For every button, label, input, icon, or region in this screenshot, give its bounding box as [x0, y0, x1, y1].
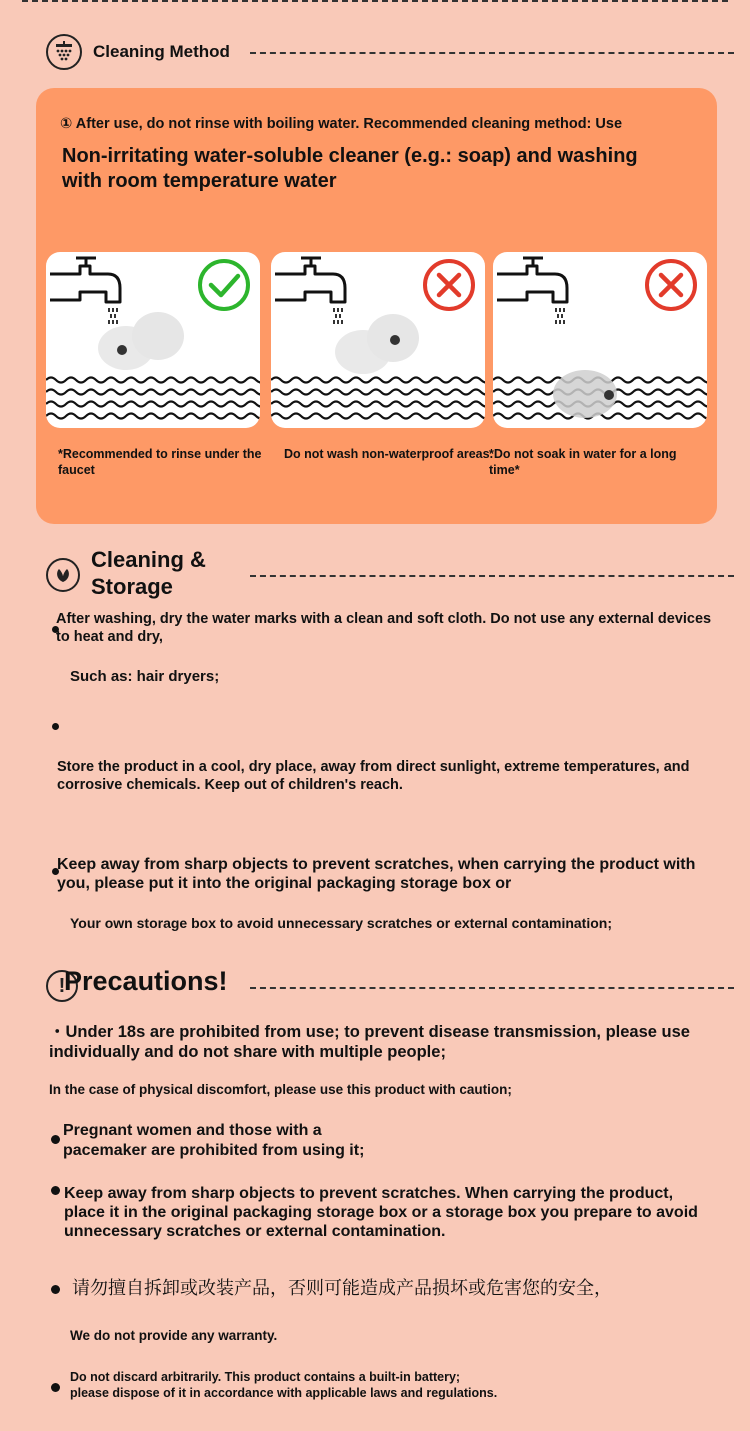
caption-soak: *Do not soak in water for a long time* — [489, 447, 677, 477]
precautions-title: Precautions! — [64, 966, 228, 996]
bullet — [52, 723, 59, 730]
caption-rinse: *Recommended to rinse under the faucet — [58, 447, 262, 477]
precautions-p2: In the case of physical discomfort, please use this product with caution; — [49, 1082, 512, 1097]
caption-non-waterproof: Do not wash non-waterproof areas. — [284, 447, 494, 461]
water-drops-icon — [108, 308, 118, 324]
cleaning-method-divider — [250, 52, 734, 54]
bullet — [51, 1186, 60, 1195]
storage-p1: After washing, dry the water marks with a clean and soft cloth. Do not use any external devices to heat and dry, — [56, 611, 712, 645]
leaf-badge-icon — [46, 558, 80, 592]
water-drops-icon — [555, 308, 565, 324]
panel-non-waterproof — [271, 252, 485, 428]
cleaning-highlight: Non-irritating water-soluble cleaner (e.g.: soap) and washing with room temperature water — [62, 145, 638, 192]
device-icon — [335, 314, 419, 374]
storage-title — [91, 546, 206, 600]
faucet-icon — [50, 258, 120, 302]
water-waves — [271, 378, 485, 419]
cleaning-method-title: Cleaning Method — [93, 42, 230, 61]
precautions-p4: Keep away from sharp objects to prevent scratches. When carrying the product, place it in the original packaging storage box or a storage box you prepare to avoid unnecessary scratches or external contamination. — [64, 1185, 698, 1240]
storage-p3-sub: Your own storage box to avoid unnecessary scratches or external contamination; — [70, 915, 612, 931]
storage-p3: Keep away from sharp objects to prevent scratches, when carrying the product with you, please put it into the original packaging storage box or — [57, 856, 696, 892]
cross-icon — [425, 261, 473, 309]
storage-divider — [250, 575, 734, 577]
submerged-device-icon — [553, 370, 617, 418]
faucet-icon — [275, 258, 345, 302]
cleaning-method-header — [46, 34, 230, 70]
bullet — [51, 1135, 60, 1144]
faucet-icon — [497, 258, 567, 302]
storage-title-line2: Storage — [91, 574, 173, 599]
precautions-divider — [250, 987, 734, 989]
storage-p2: Store the product in a cool, dry place, away from direct sunlight, extreme temperatures, and corrosive chemicals. Keep out of children's reach. — [57, 759, 690, 793]
precautions-p3: Pregnant women and those with a pacemaker are prohibited from using it; — [63, 1122, 365, 1159]
cross-icon — [647, 261, 695, 309]
top-divider — [22, 0, 728, 2]
device-icon — [98, 312, 184, 370]
water-waves — [46, 378, 260, 419]
water-drops-icon — [333, 308, 343, 324]
faucet-badge-icon — [46, 34, 82, 70]
storage-title-line1: Cleaning & — [91, 547, 206, 572]
precautions-p5: 请勿擅自拆卸或改装产品，否则可能造成产品损坏或危害您的安全， — [72, 1278, 612, 1298]
precautions-p7-line1: Do not discard arbitrarily. This product contains a built-in battery; — [70, 1370, 461, 1384]
panel-do-not-soak — [493, 252, 707, 428]
cleaning-intro: ① After use, do not rinse with boiling water. Recommended cleaning method: Use — [60, 116, 623, 132]
precautions-p6: We do not provide any warranty. — [70, 1328, 278, 1343]
warning-icon: ! — [46, 970, 78, 1002]
storage-p1-sub: Such as: hair dryers; — [70, 668, 220, 685]
precautions-p7-line2: please dispose of it in accordance with applicable laws and regulations. — [70, 1386, 498, 1400]
panel-rinse-faucet — [46, 252, 260, 428]
precautions-p7 — [70, 1369, 497, 1401]
check-icon — [200, 261, 248, 309]
bullet — [51, 1383, 60, 1392]
bullet — [51, 1285, 60, 1294]
precautions-p1: ・Under 18s are prohibited from use; to prevent disease transmission, please use individually and do not share with multiple people; — [49, 1023, 690, 1061]
